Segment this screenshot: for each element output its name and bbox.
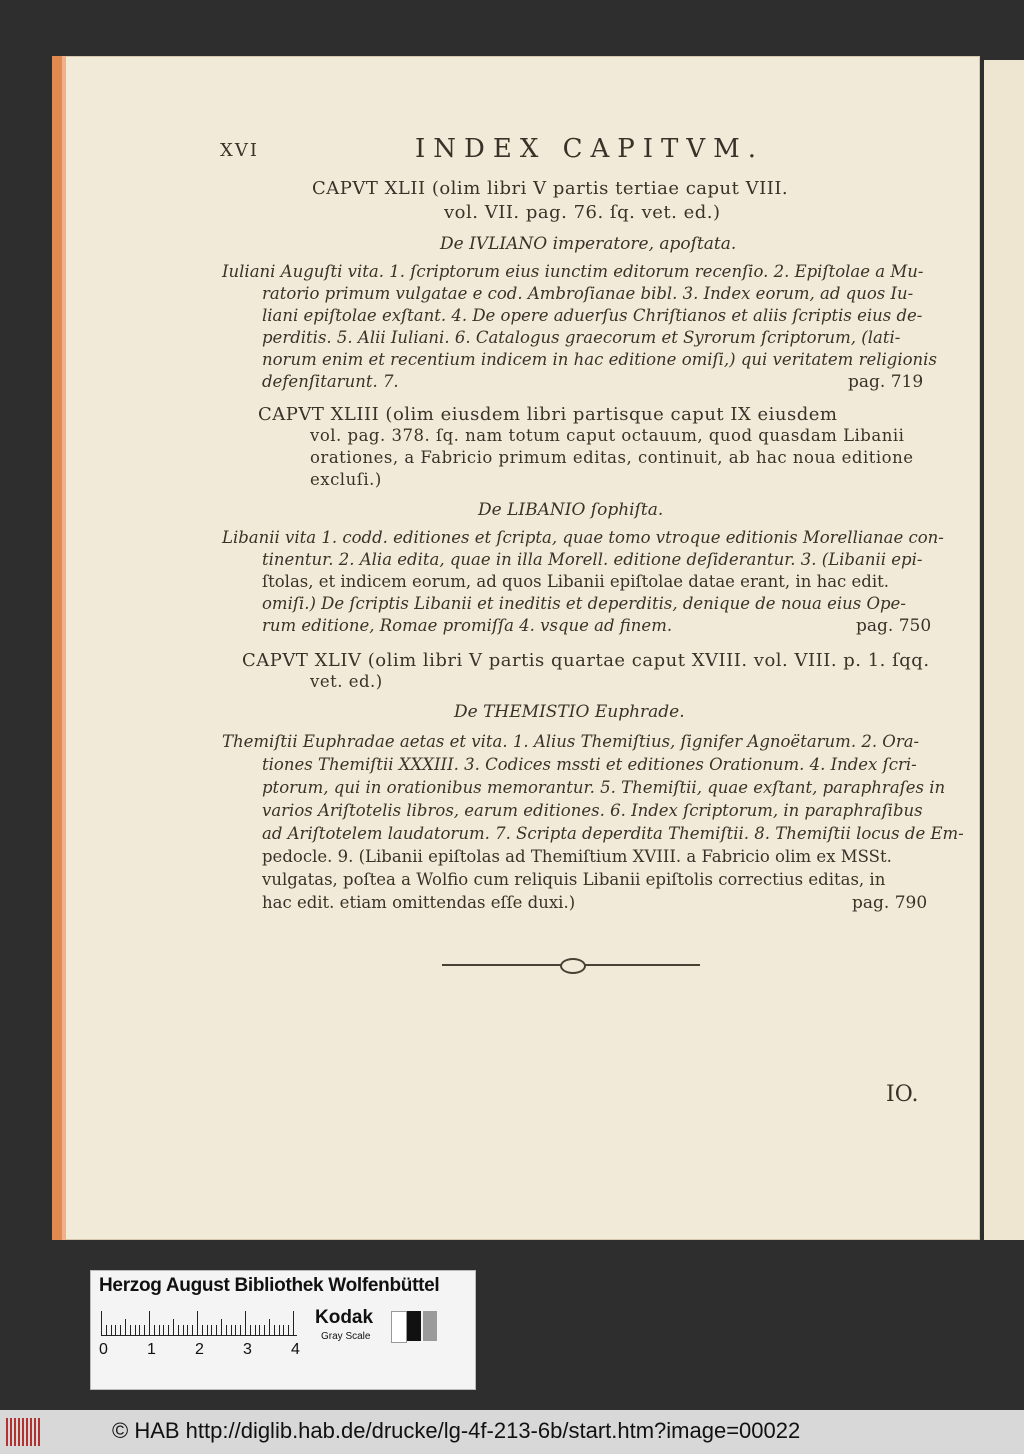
page-red-edge-inner bbox=[62, 56, 66, 1240]
library-name: Herzog August Bibliothek Wolfenbüttel bbox=[99, 1275, 440, 1296]
ruler-number: 3 bbox=[243, 1341, 252, 1358]
hab-logo-icon bbox=[6, 1418, 40, 1446]
ruler-tick bbox=[211, 1325, 212, 1335]
body-line: varios Ariſtotelis libros, earum editiones. 6. Index ſcriptorum, in paraphraſibus bbox=[262, 801, 923, 820]
ruler-tick bbox=[231, 1325, 232, 1335]
caput-heading: CAPVT XLIV (olim libri V partis quartae caput XVIII. vol. VIII. p. 1. ſqq. bbox=[242, 650, 930, 671]
caput-heading: orationes, a Fabricio primum editas, continuit, ab hac noua editione bbox=[310, 448, 914, 467]
library-label-card bbox=[90, 1270, 476, 1390]
body-line: ratorio primum vulgatae e cod. Ambroſianae bibl. 3. Index eorum, ad quos Iu- bbox=[262, 284, 914, 303]
caput-heading: vet. ed.) bbox=[310, 672, 383, 691]
page-red-edge bbox=[52, 56, 62, 1240]
folio-bottom: IO. bbox=[886, 1082, 919, 1107]
gray-scale-label: Gray Scale bbox=[321, 1331, 371, 1342]
page-title: INDEX CAPITVM. bbox=[415, 134, 765, 164]
ruler-tick bbox=[125, 1319, 126, 1335]
body-line: vulgatas, poſtea a Wolfio cum reliquis Libanii epiſtolis correctius editas, in bbox=[262, 870, 886, 889]
ruler-tick bbox=[183, 1325, 184, 1335]
ruler-tick bbox=[293, 1311, 294, 1335]
ruler-tick bbox=[159, 1325, 160, 1335]
gray-swatch-black bbox=[407, 1311, 421, 1341]
body-line: Libanii vita 1. codd. editiones et ſcripta, quae tomo vtroque editionis Morellianae con- bbox=[222, 528, 944, 547]
ruler-tick bbox=[221, 1319, 222, 1335]
ruler-number: 0 bbox=[99, 1341, 108, 1358]
ruler-tick bbox=[226, 1325, 227, 1335]
ruler-tick bbox=[250, 1325, 251, 1335]
body-line: omiſi.) De ſcriptis Libanii et ineditis et deperditis, denique de noua eius Ope- bbox=[262, 594, 906, 613]
body-line: liani epiſtolae exſtant. 4. De opere aduerſus Chriſtianos et aliis ſcriptis eius de- bbox=[262, 306, 923, 325]
page-reference: pag. 790 bbox=[852, 893, 928, 913]
caput-heading: vol. VII. pag. 76. ſq. vet. ed.) bbox=[444, 202, 721, 223]
ruler-tick bbox=[216, 1325, 217, 1335]
ruler-tick bbox=[245, 1311, 246, 1335]
section-subheading: De LIBANIO ſophiſta. bbox=[478, 500, 664, 520]
ruler-tick bbox=[178, 1325, 179, 1335]
ruler-tick bbox=[207, 1325, 208, 1335]
ruler-tick bbox=[120, 1325, 121, 1335]
next-page-edge bbox=[984, 60, 1024, 1240]
caput-heading: CAPVT XLIII (olim eiusdem libri partisque caput IX eiusdem bbox=[258, 404, 838, 425]
ruler-tick bbox=[283, 1325, 284, 1335]
ruler-number: 1 bbox=[147, 1341, 156, 1358]
ruler-tick bbox=[192, 1325, 193, 1335]
body-line: Iuliani Auguſti vita. 1. ſcriptorum eius iunctim editorum recenſio. 2. Epiſtolae a Mu- bbox=[222, 262, 924, 281]
body-line: perditis. 5. Alii Iuliani. 6. Catalogus graecorum et Syrorum ſcriptorum, (lati- bbox=[262, 328, 901, 347]
ruler-tick bbox=[187, 1325, 188, 1335]
gray-swatch-white bbox=[391, 1311, 407, 1343]
page-reference: pag. 750 bbox=[856, 616, 932, 636]
ruler-tick bbox=[288, 1325, 289, 1335]
body-line: Themiſtii Euphradae aetas et vita. 1. Alius Themiſtius, ſignifer Agnoëtarum. 2. Ora- bbox=[222, 732, 920, 751]
body-line: defenſitarunt. 7. bbox=[262, 372, 399, 391]
caput-heading: CAPVT XLII (olim libri V partis tertiae caput VIII. bbox=[312, 178, 789, 199]
body-line: tinentur. 2. Alia edita, quae in illa Morell. editione deſiderantur. 3. (Libanii epi- bbox=[262, 550, 923, 569]
ruler-tick bbox=[130, 1325, 131, 1335]
ruler-tick bbox=[154, 1325, 155, 1335]
body-line: ptorum, qui in orationibus memorantur. 5. Themiſtii, quae exſtant, paraphraſes in bbox=[262, 778, 946, 797]
ruler-tick bbox=[274, 1325, 275, 1335]
body-line: tiones Themiſtii XXXIII. 3. Codices mssti et editiones Orationum. 4. Index ſcri- bbox=[262, 755, 917, 774]
section-subheading: De THEMISTIO Euphrade. bbox=[454, 702, 685, 722]
ornament-divider bbox=[442, 960, 700, 970]
caput-heading: excluſi.) bbox=[310, 470, 382, 489]
ruler-tick bbox=[106, 1325, 107, 1335]
ruler-tick bbox=[235, 1325, 236, 1335]
ruler-tick bbox=[149, 1311, 150, 1335]
ruler-tick bbox=[202, 1325, 203, 1335]
ruler-tick bbox=[115, 1325, 116, 1335]
scale-ruler bbox=[101, 1309, 297, 1336]
ruler-tick bbox=[173, 1319, 174, 1335]
footer-bar bbox=[0, 1410, 1024, 1454]
folio-left: XVI bbox=[220, 140, 259, 161]
ruler-tick bbox=[197, 1311, 198, 1335]
ruler-tick bbox=[259, 1325, 260, 1335]
section-subheading: De IVLIANO imperatore, apoſtata. bbox=[440, 234, 737, 254]
ruler-number: 4 bbox=[291, 1341, 300, 1358]
body-line: ſtolas, et indicem eorum, ad quos Libanii epiſtolae datae erant, in hac edit. bbox=[262, 572, 889, 591]
caput-heading: vol. pag. 378. ſq. nam totum caput octauum, quod quasdam Libanii bbox=[310, 426, 905, 445]
kodak-brand: Kodak bbox=[315, 1307, 374, 1328]
ruler-tick bbox=[264, 1325, 265, 1335]
ruler-number: 2 bbox=[195, 1341, 204, 1358]
ruler-tick bbox=[255, 1325, 256, 1335]
ruler-tick bbox=[269, 1319, 270, 1335]
ruler-tick bbox=[111, 1325, 112, 1335]
footer-credit: © HAB http://diglib.hab.de/drucke/lg-4f-213-6b/start.htm?image=00022 bbox=[112, 1418, 801, 1443]
ruler-tick bbox=[101, 1311, 102, 1335]
ruler-tick bbox=[279, 1325, 280, 1335]
body-line: pedocle. 9. (Libanii epiſtolas ad Themiſtium XVIII. a Fabricio olim ex MSSt. bbox=[262, 847, 892, 866]
ruler-tick bbox=[144, 1325, 145, 1335]
page-reference: pag. 719 bbox=[848, 372, 924, 392]
gray-swatch-mid bbox=[423, 1311, 437, 1341]
ruler-tick bbox=[168, 1325, 169, 1335]
body-line: ad Ariſtotelem laudatorum. 7. Scripta deperdita Themiſtii. 8. Themiſtii locus de Em- bbox=[262, 824, 964, 843]
body-line: hac edit. etiam omittendas eſſe duxi.) bbox=[262, 893, 576, 912]
ruler-tick bbox=[163, 1325, 164, 1335]
body-line: norum enim et recentium indicem in hac editione omiſi,) qui veritatem religionis bbox=[262, 350, 937, 369]
ruler-tick bbox=[240, 1325, 241, 1335]
body-line: rum editione, Romae promiſſa 4. vsque ad finem. bbox=[262, 616, 673, 635]
ruler-tick bbox=[139, 1325, 140, 1335]
ruler-tick bbox=[135, 1325, 136, 1335]
